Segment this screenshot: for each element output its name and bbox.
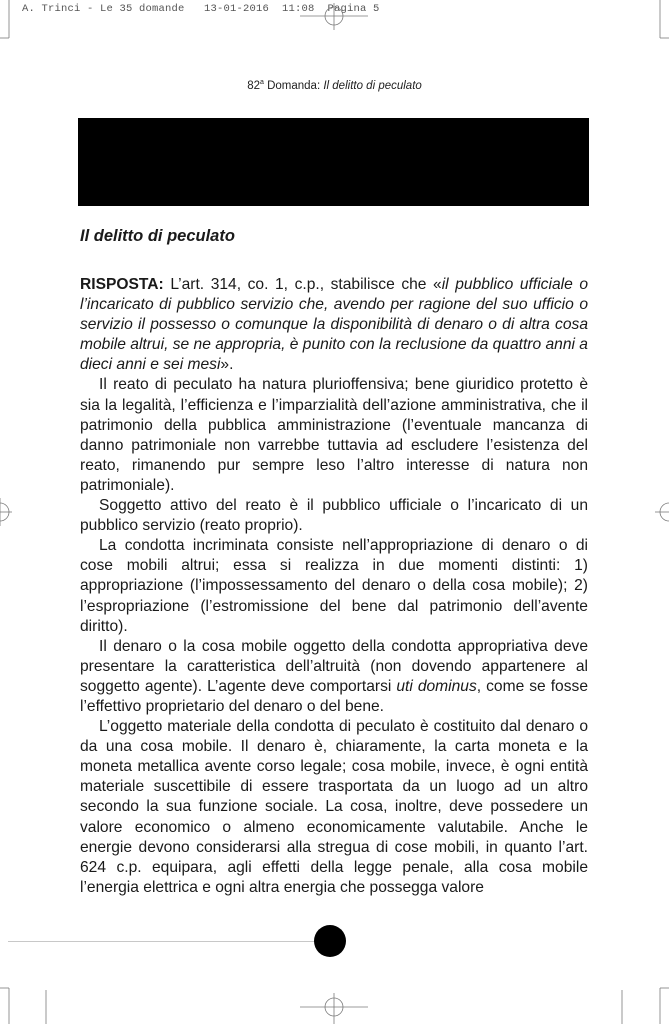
footer-dot	[314, 925, 346, 957]
paragraph-3: Soggetto attivo del reato è il pubblico ufficiale o l’incaricato di un pubblico servizio (reato proprio).	[80, 497, 588, 535]
registration-mark-left	[0, 498, 12, 526]
registration-mark-top	[300, 3, 368, 30]
paragraph-5-emphasis: uti dominus	[396, 677, 477, 695]
answer-label: RISPOSTA:	[80, 276, 164, 293]
paragraph-5	[80, 637, 588, 717]
body-text	[80, 275, 588, 898]
footer-rule	[8, 941, 318, 942]
registration-mark-right	[655, 503, 669, 521]
chapter-banner	[78, 118, 589, 206]
running-head	[0, 79, 669, 92]
registration-mark-bottom	[300, 993, 368, 1024]
running-head-title: Il delitto di peculato	[323, 79, 422, 92]
running-head-ordinal: a	[259, 79, 264, 86]
running-head-number: 82	[247, 79, 260, 92]
paragraph-4: La condotta incriminata consiste nell’appropriazione di denaro o di cose mobili altrui; essa si realizza in due momenti distinti: 1) appropriazione (l’impossessamento del denaro o della cosa mobile); 2) l’espropriazione (l’estromissione del bene dal patrimonio dell’avente diritto).	[80, 537, 588, 635]
answer-quote: il pubblico ufficiale o l’incaricato di pubblico servizio che, avendo per ragione del suo ufficio o servizio il possesso o comunque la disponibilità di denaro o di altra cosa mobile altrui, se ne appropria, è punito con la reclusione da quattro anni a dieci anni e sei mesi	[80, 276, 588, 374]
print-slug: A. Trinci - Le 35 domande 13-01-2016 11:08 Pagina 5	[22, 3, 380, 15]
paragraph-2: Il reato di peculato ha natura plurioffensiva; bene giuridico protetto è sia la legalità, l’efficienza e l’imparzialità dell’azione amministrativa, che il patrimonio della pubblica amministrazione (l’eventuale mancanza di danno patrimoniale non varrebbe tuttavia ad escludere l’esistenza del reato, rimanendo pur sempre leso l’altro interesse di natura non patrimoniale).	[80, 376, 588, 494]
answer-tail: ».	[220, 356, 234, 374]
chapter-title: Il delitto di peculato	[80, 227, 235, 245]
paragraph-5-before: Il denaro o la cosa mobile oggetto della condotta appropriativa deve presentare la caratteristica dell’altruità (non dovendo appartenere al soggetto agente). L’agente deve comportarsi	[80, 637, 588, 695]
answer-lead: L’art. 314, co. 1, c.p., stabilisce che «	[163, 276, 442, 293]
paragraph-5-after: , come se fosse l’effettivo proprietario del denaro o del bene.	[80, 677, 588, 715]
running-head-label: Domanda:	[263, 79, 324, 92]
paragraph-answer	[80, 275, 588, 375]
paragraph-6: L’oggetto materiale della condotta di peculato è costituito dal denaro o da una cosa mobile. Il denaro è, chiaramente, la carta moneta e la moneta metallica avente corso legale; cosa mobile, invece, è ogni entità materiale suscettibile di essere trasportata da un luogo ad un altro secondo la sua funzione sociale. La cosa, inoltre, deve possedere un valore economico o almeno economicamente valutabile. Anche le energie devono considerarsi alla stregua di cose mobili, in quanto l’art. 624 c.p. equipara, agli effetti della legge penale, alla cosa mobile l’energia elettrica e ogni altra energia che possegga valore	[80, 718, 588, 896]
